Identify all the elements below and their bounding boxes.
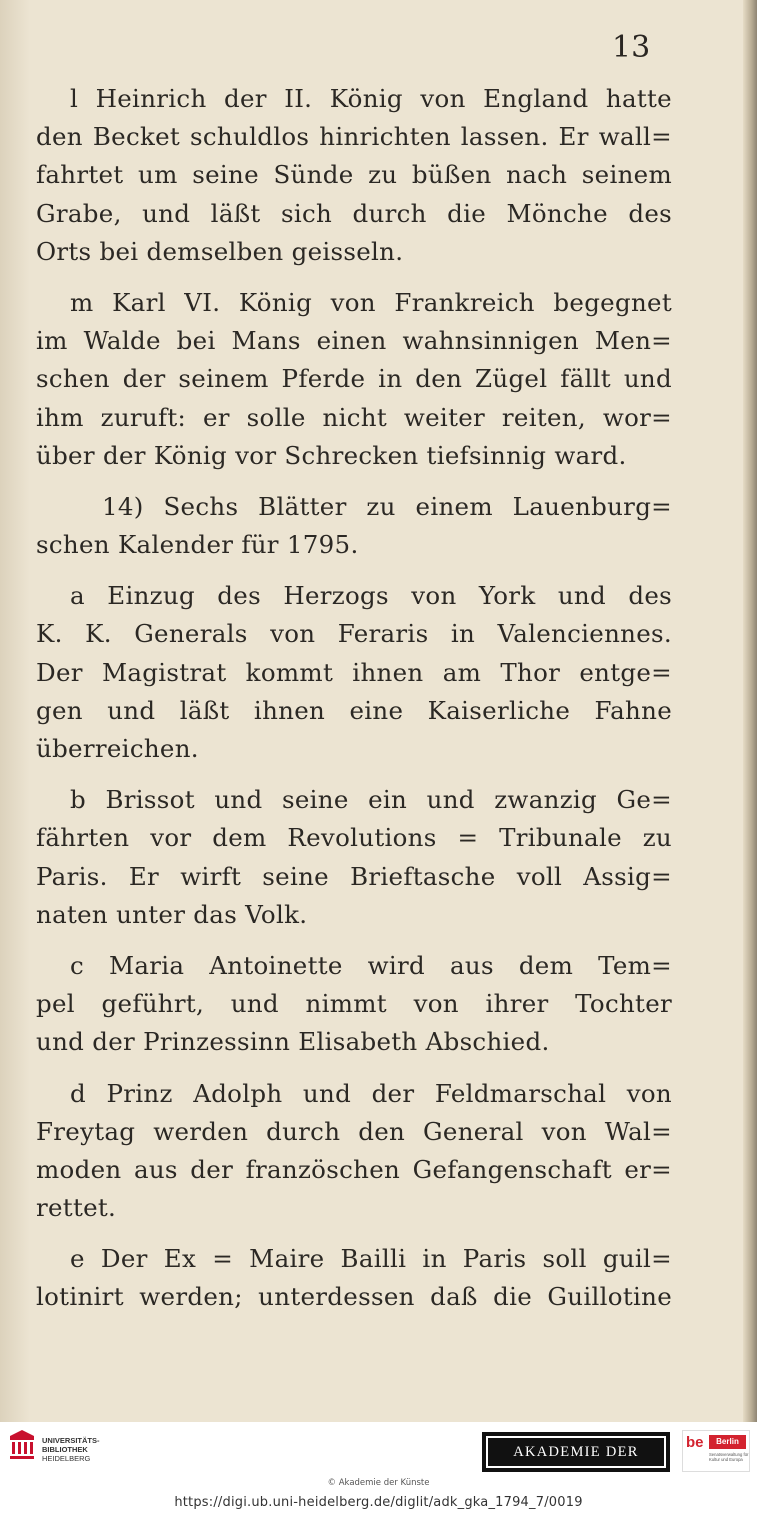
footer <box>0 1422 757 1516</box>
paragraph-m <box>36 284 672 475</box>
ub-heidelberg-logo[interactable] <box>8 1430 108 1464</box>
paragraph-l <box>36 80 672 271</box>
text-line: l Heinrich der II. König von England hatte <box>70 84 672 113</box>
berlin-logo-subtitle: Senatsverwaltung für Kultur und Europa <box>709 1452 749 1462</box>
paragraph-e <box>36 1240 672 1316</box>
text-line: fährten vor dem Revolutions = Tribunale zu <box>36 823 672 853</box>
text-line: im Walde bei Mans einen wahnsinnigen Men= <box>36 326 672 356</box>
text-line: naten unter das Volk. <box>36 899 308 929</box>
body-text <box>36 80 672 1317</box>
text-line: b Brissot und seine ein und zwanzig Ge= <box>70 785 672 815</box>
text-line: schen Kalender für 1795. <box>36 530 359 560</box>
adk-logo[interactable] <box>482 1432 670 1488</box>
text-line: rettet. <box>36 1193 117 1223</box>
page-gutter-shadow <box>0 0 30 1422</box>
ub-heidelberg-icon <box>8 1430 36 1460</box>
text-line: und der Prinzessinn Elisabeth Abschied. <box>36 1027 550 1057</box>
text-line: c Maria Antoinette wird aus dem Tem= <box>70 950 672 980</box>
berlin-logo-flag: Berlin <box>709 1435 746 1449</box>
berlin-logo[interactable] <box>682 1430 750 1472</box>
berlin-logo-be: be <box>686 1434 704 1451</box>
adk-logo-text: AKADEMIE DER KÜNSTE <box>486 1436 666 1468</box>
text-line: lotinirt werden; unterdessen daß die Guillotine <box>36 1282 672 1312</box>
permalink-url[interactable]: https://digi.ub.uni-heidelberg.de/diglit/adk_gka_1794_7/0019 <box>174 1495 583 1510</box>
paragraph-b <box>36 781 672 934</box>
page-number: 13 <box>612 30 651 65</box>
text-line: Grabe, und läßt sich durch die Mönche des <box>36 198 672 228</box>
text-line: ihm zuruft: er solle nicht weiter reiten, wor= <box>36 402 672 432</box>
text-line: schen der seinem Pferde in den Zügel fällt und <box>36 364 672 394</box>
text-line: den Becket schuldlos hinrichten lassen. Er wall= <box>36 122 672 152</box>
paragraph-a <box>36 577 672 768</box>
text-line: d Prinz Adolph und der Feldmarschal von <box>70 1078 672 1108</box>
text-line: K. K. Generals von Feraris in Valenciennes. <box>36 619 672 649</box>
text-line: a Einzug des Herzogs von York und des <box>70 581 672 611</box>
text-line: überreichen. <box>36 734 199 763</box>
section-heading-14 <box>36 488 672 564</box>
text-line: 14) Sechs Blätter zu einem Lauenburg= <box>102 491 672 521</box>
text-line: fahrtet um seine Sünde zu büßen nach seinem <box>36 160 672 190</box>
text-line: Paris. Er wirft seine Brieftasche voll Assig= <box>36 861 672 891</box>
text-line: moden aus der französchen Gefangenschaft er= <box>36 1154 672 1184</box>
ub-logo-line: HEIDELBERG <box>42 1454 91 1463</box>
paragraph-d <box>36 1075 672 1228</box>
text-line: m Karl VI. König von Frankreich begegnet <box>70 287 672 317</box>
text-line: e Der Ex = Maire Bailli in Paris soll guil= <box>70 1244 672 1274</box>
text-line: Orts bei demselben geisseln. <box>36 236 404 266</box>
text-line: über der König vor Schrecken tiefsinnig ward. <box>36 440 627 470</box>
text-line: Der Magistrat kommt ihnen am Thor entge= <box>36 657 672 687</box>
ub-logo-line: UNIVERSITÄTS- <box>42 1436 100 1445</box>
text-line: pel geführt, und nimmt von ihrer Tochter <box>36 989 672 1019</box>
text-line: gen und läßt ihnen eine Kaiserliche Fahne <box>36 695 672 725</box>
ub-logo-line: BIBLIOTHEK <box>42 1445 88 1454</box>
paragraph-c <box>36 947 672 1062</box>
page-edge <box>743 0 757 1422</box>
text-line: Freytag werden durch den General von Wal= <box>36 1116 672 1146</box>
copyright-notice: © Akademie der Künste <box>327 1478 430 1488</box>
